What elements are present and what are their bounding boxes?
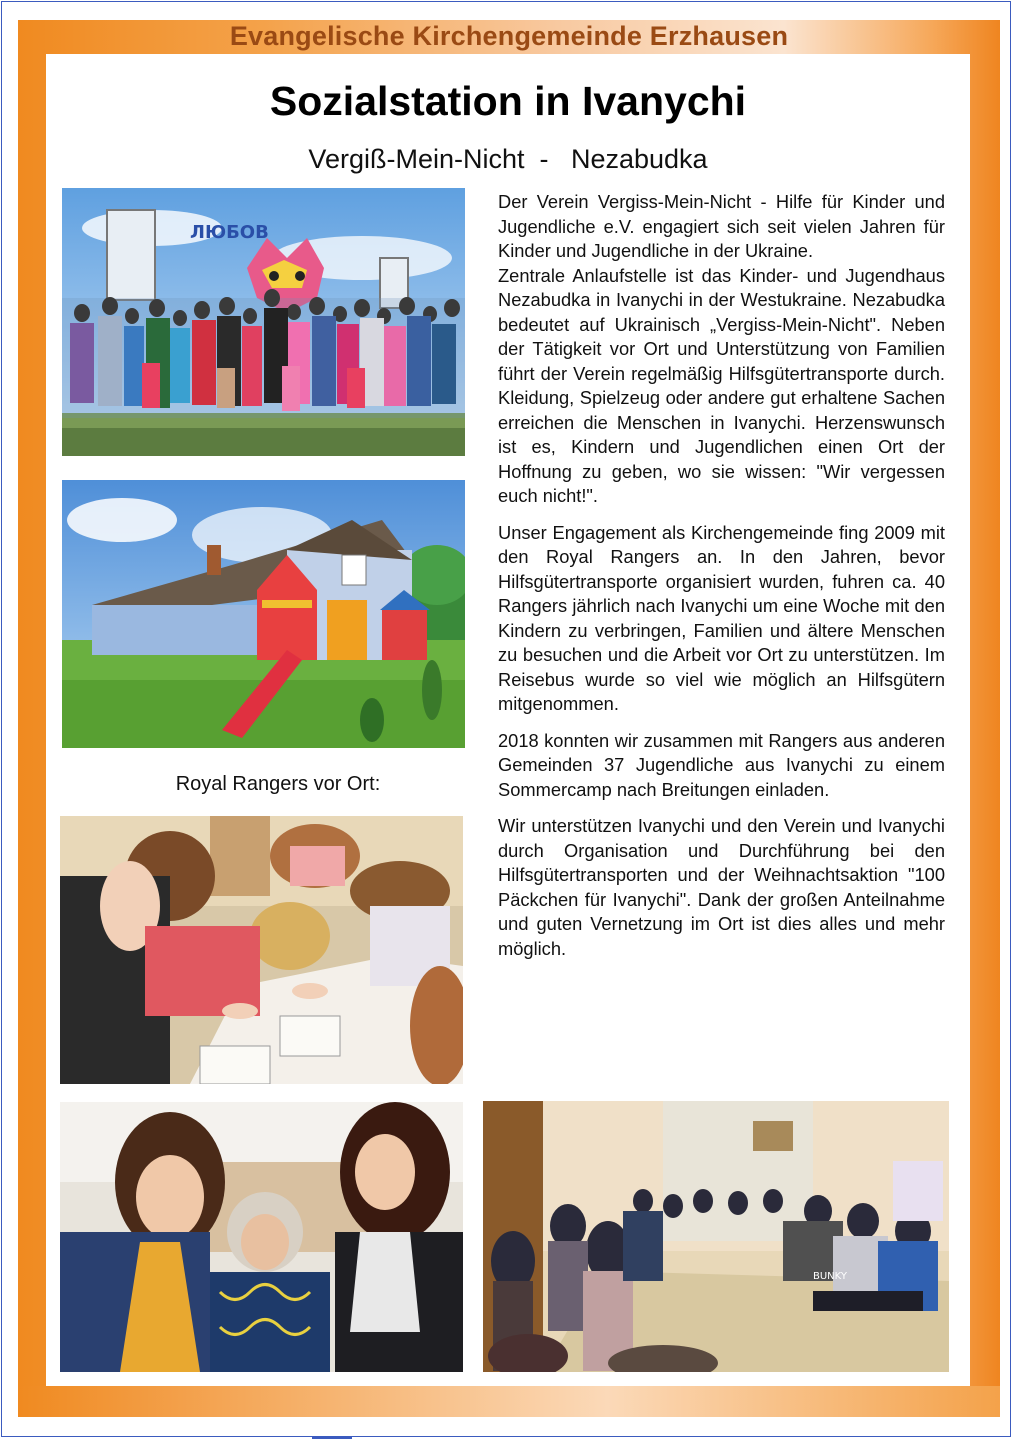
photo-children-drawing — [60, 816, 463, 1084]
article-paragraph-1 — [498, 190, 945, 509]
page-title: Sozialstation in Ivanychi — [269, 78, 747, 124]
orange-frame-bottom — [18, 1386, 1000, 1417]
photo-elderly-visit — [60, 1102, 463, 1372]
article-paragraph-2 — [498, 521, 945, 717]
article-body — [498, 190, 945, 973]
article-text: Der Verein Vergiss-Mein-Nicht - Hilfe für Kinder und Jugendliche e.V. engagiert sich seit vielen Jahren für Kinder und Jugendliche in der Ukraine. — [498, 191, 945, 261]
mural-text: ЛЮБОВ — [190, 222, 269, 243]
article-paragraph-4 — [498, 814, 945, 961]
page-subtitle: Vergiß-Mein-Nicht - Nezabudka — [308, 144, 708, 174]
article-text: 2018 konnten wir zusammen mit Rangers aus anderen Gemeinden 37 Jugendliche aus Ivanychi zu einem Sommercamp nach Breitungen einladen. — [498, 729, 945, 800]
article-paragraph-3 — [498, 729, 945, 803]
church-header: Evangelische Kirchengemeinde Erzhausen — [229, 21, 789, 51]
shirt-text: BUNKY — [813, 1271, 847, 1282]
photo-house-playground — [62, 480, 465, 748]
photo-group-circle — [483, 1101, 949, 1372]
photo-group-mural — [62, 188, 465, 456]
photo-caption: Royal Rangers vor Ort: — [175, 773, 381, 795]
article-text: Zentrale Anlaufstelle ist das Kinder- und Jugendhaus Nezabudka in Ivanychi in der Westukraine. Nezabudka bedeutet auf Ukrainisch „Vergiss-Mein-Nicht". Neben der Tätigkeit vor Ort und Unterstützung von Familien führt der Verein regelmäßig Hilfsgütertransporte durch. Kleidung, Spielzeug oder andere gut erhaltene Sachen erreichen die Menschen in Ivanychi. Herzenswunsch ist es, Kindern und Jugendlichen einen Ort der Hoffnung zu geben, wo sie wissen: "Wir vergessen euch nicht!". — [498, 264, 945, 506]
article-text: Unser Engagement als Kirchengemeinde fing 2009 mit den Royal Rangers an. In den Jahren, bevor Hilfsgütertransporte organisiert wurden, fuhren ca. 40 Rangers jährlich nach Ivanychi um eine Woche mit den Kindern zu verbringen, Familien und ältere Menschen zu besuchen und die Arbeit vor Ort zu unterstützen. Im Reisebus wurde so viel wie möglich an Hilfsgütern mitgenommen. — [498, 521, 945, 714]
article-text: Wir unterstützen Ivanychi und den Verein und Ivanychi durch Organisation und Durchführung bei den Hilfsgütertransporten und der Weihnachtsaktion "100 Päckchen für Ivanychi". Dank der großen Anteilnahme und guten Vernetzung im Ort ist dies alles und mehr möglich. — [498, 815, 945, 959]
page-bottom-marker — [312, 1436, 352, 1439]
